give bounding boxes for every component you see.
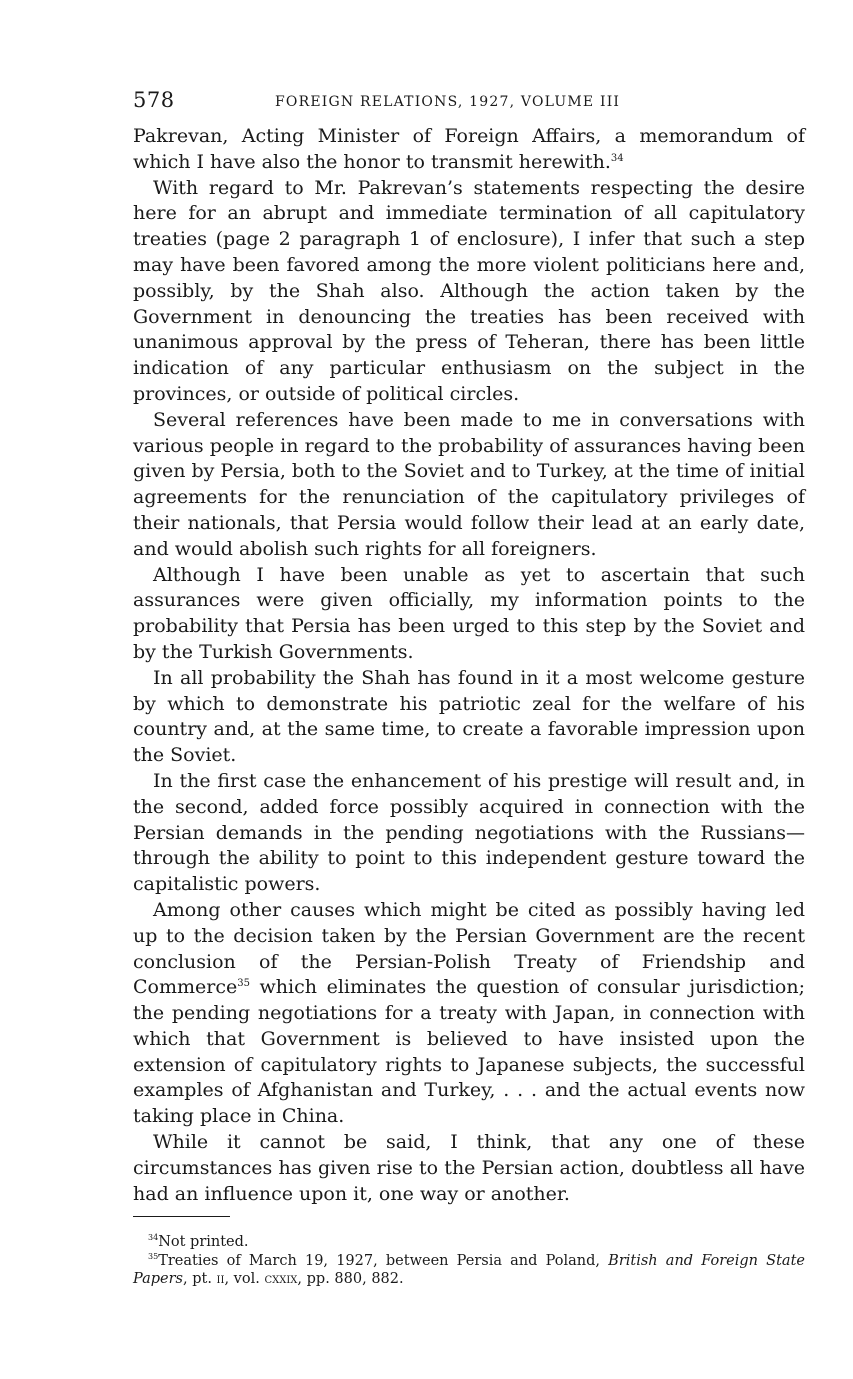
paragraph-6: In the first case the enhancement of his prestige will result and, in the second, added force possibly acquired in connection with the Persian demands in the pending negotiations with the Russians—through the ability to point to this independent gesture toward the capitalistic powers. [133,769,805,896]
page-number: 578 [133,88,175,112]
paragraph-8: While it cannot be said, I think, that any one of these circumstances has given rise to the Persian action, doubtless all have had an influence upon it, one way or another. [133,1131,805,1205]
footnote-ref-34[interactable]: 34 [610,152,624,164]
paragraph-4: Although I have been unable as yet to ascertain that such assurances were given officially, my information points to the probability that Persia has been urged to this step by the Soviet and by the Turkish Governments. [133,563,805,663]
body-text [133,124,805,1207]
footnote-35-text-after: , pp. 880, 882. [297,1271,404,1288]
footnote-divider [133,1216,230,1217]
footnote-35-text-middle: , pt. [183,1271,217,1288]
paragraph-5: In all probability the Shah has found in it a most welcome gesture by which to demonstrate his patriotic zeal for the welfare of his country and, at the same time, to create a favorable impression upon the Soviet. [133,666,805,767]
paragraph-3: Several references have been made to me in conversations with various people in regard to the probability of assurances having been given by Persia, both to the Soviet and to Turkey, at the time of initial agreements for the renunciation of the capitulatory privileges of their nationals, that Persia would follow their lead at an early date, and would abolish such rights for all foreigners. [133,408,805,560]
footnote-35-vol-numeral: cxxix [264,1271,298,1288]
footnote-34-number: 34 [148,1233,159,1243]
footnote-35 [133,1252,805,1289]
footnote-35-number: 35 [148,1251,159,1261]
paragraph-1-text: Pakrevan, Acting Minister of Foreign Affairs, a memorandum of which I have also the honor to transmit herewith. [133,125,805,173]
footnote-35-source-title: British and Foreign State Papers [133,1252,805,1288]
paragraph-7 [133,898,805,1130]
footnote-34-text: Not printed. [158,1234,249,1251]
footnote-35-text-vol: , vol. [224,1271,265,1288]
running-head: FOREIGN RELATIONS, 1927, VOLUME III [275,94,621,110]
paragraph-7-text-before: Among other causes which might be cited as possibly having led up to the decision taken by the Persian Government are the recent conclusion of the Persian-Polish Treaty of Friendship and Commerce [133,898,805,999]
footnote-35-part-numeral: ii [216,1271,225,1288]
footnote-35-text-before: Treaties of March 19, 1927, between Persia and Poland, [158,1252,609,1269]
paragraph-1 [133,124,805,176]
paragraph-2: With regard to Mr. Pakrevan’s statements respecting the desire here for an abrupt and immediate termination of all capitulatory treaties (page 2 paragraph 1 of enclosure), I infer that such a step may have been favored among the more violent politicians here and, possibly, by the Shah also. Although the action taken by the Government in denouncing the treaties has been received with unanimous approval by the press of Teheran, there has been little indication of any particular enthusiasm on the subject in the provinces, or outside of political circles. [133,176,805,405]
document-page [133,88,805,1289]
footnotes [133,1233,805,1289]
footnote-34 [133,1233,805,1252]
footnote-ref-35[interactable]: 35 [237,978,250,990]
paragraph-7-text-after: which eliminates the question of consular jurisdiction; the pending negotiations for a treaty with Japan, in connection with which that Government is believed to have insisted upon the extension of capitulatory rights to Japanese subjects, the successful examples of Afghanistan and Turkey, . . . and the actual events now taking place in China. [133,976,805,1128]
page-header [133,88,805,118]
